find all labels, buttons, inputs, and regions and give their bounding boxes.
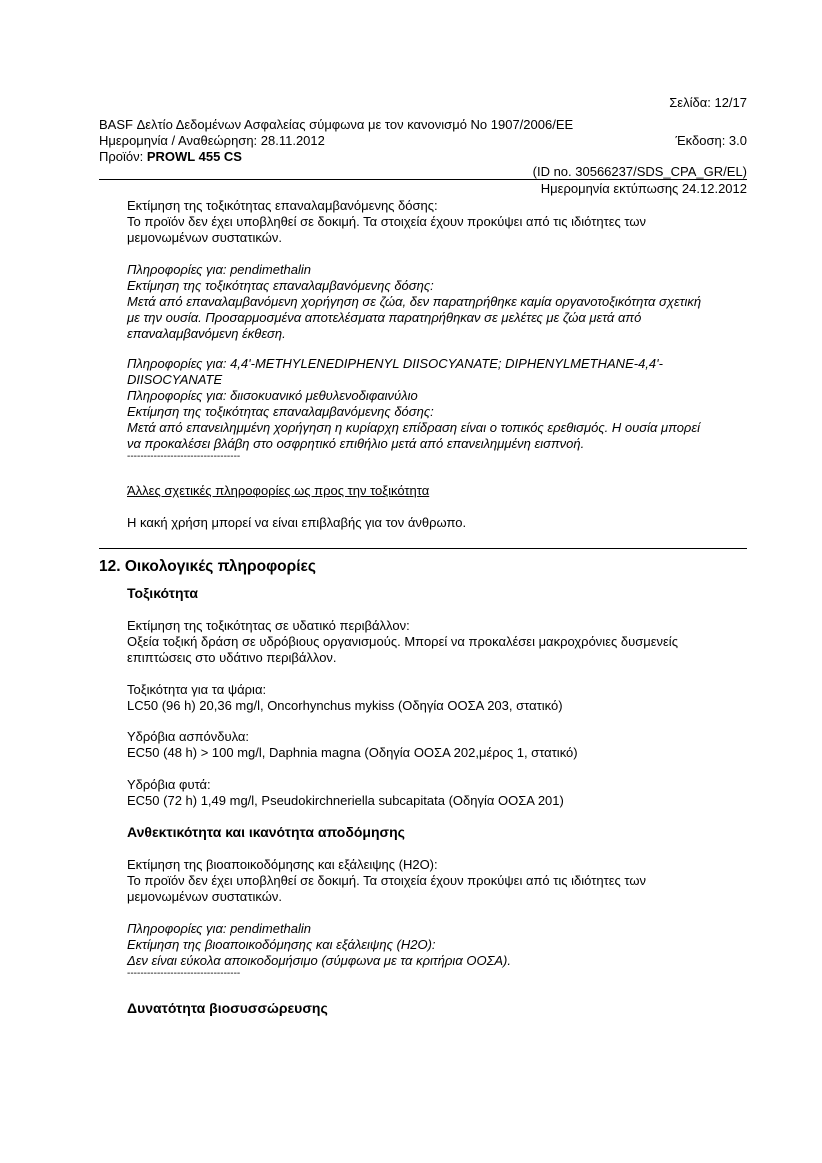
text-line: Πληροφορίες για: 4,4'-METHYLENEDIPHENYL DIISOCYANATE; DIPHENYLMETHANE-4,4'- bbox=[127, 356, 663, 371]
text-line: μεμονωμένων συστατικών. bbox=[127, 230, 282, 245]
mdi-repeated-dose bbox=[127, 356, 752, 452]
fish-value: LC50 (96 h) 20,36 mg/l, Oncorhynchus mykiss (Οδηγία ΟΟΣΑ 203, στατικό) bbox=[127, 698, 563, 713]
fish-label: Τοξικότητα για τα ψάρια: bbox=[127, 682, 267, 697]
plants-value: EC50 (72 h) 1,49 mg/l, Pseudokirchneriella subcapitata (Οδηγία ΟΟΣΑ 201) bbox=[127, 793, 564, 808]
text-line: μεμονωμένων συστατικών. bbox=[127, 889, 282, 904]
other-toxicity-text: Η κακή χρήση μπορεί να είναι επιβλαβής για τον άνθρωπο. bbox=[127, 515, 467, 530]
invertebrates-toxicity bbox=[127, 729, 752, 761]
text-line: Πληροφορίες για: pendimethalin bbox=[127, 262, 312, 277]
invertebrates-value: EC50 (48 h) > 100 mg/l, Daphnia magna (Οδηγία ΟΟΣΑ 202,μέρος 1, στατικό) bbox=[127, 745, 578, 760]
page-number: Σελίδα: 12/17 bbox=[669, 95, 747, 110]
text-line: Μετά από επανειλημμένη χορήγηση η κυρίαρχη επίδραση είναι ο τοπικός ερεθισμός. Η ουσία μπορεί bbox=[127, 420, 700, 435]
toxicity-heading: Τοξικότητα bbox=[127, 585, 198, 601]
text-line: Πληροφορίες για: pendimethalin bbox=[127, 921, 312, 936]
product-line bbox=[99, 149, 242, 165]
fish-toxicity bbox=[127, 682, 752, 714]
product-label: Προϊόν: bbox=[99, 149, 147, 164]
bioaccumulation-heading: Δυνατότητα βιοσυσσώρευσης bbox=[127, 1000, 328, 1016]
text-line: Εκτίμηση της βιοαποικοδόμησης και εξάλειψης (H2O): bbox=[127, 937, 436, 952]
text-line: Εκτίμηση της τοξικότητας επαναλαμβανόμενης δόσης: bbox=[127, 278, 434, 293]
separator-dashes: ---------------------------------- bbox=[127, 451, 241, 462]
plants-label: Υδρόβια φυτά: bbox=[127, 777, 211, 792]
pendimethalin-repeated-dose bbox=[127, 262, 752, 342]
text-line: επαναλαμβανόμενη έκθεση. bbox=[127, 326, 286, 341]
pendimethalin-biodegradation bbox=[127, 921, 752, 969]
document-id: (ID no. 30566237/SDS_CPA_GR/EL) bbox=[532, 164, 747, 179]
text-line: Εκτίμηση της τοξικότητας σε υδατικό περιβάλλον: bbox=[127, 618, 410, 633]
text-line: Εκτίμηση της βιοαποικοδόμησης και εξάλειψης (H2O): bbox=[127, 857, 438, 872]
invertebrates-label: Υδρόβια ασπόνδυλα: bbox=[127, 729, 250, 744]
separator-dashes: ---------------------------------- bbox=[127, 968, 241, 979]
biodegradation-assessment bbox=[127, 857, 752, 905]
text-line: Οξεία τοξική δράση σε υδρόβιους οργανισμούς. Μπορεί να προκαλέσει μακροχρόνιες δυσμενείς bbox=[127, 634, 678, 649]
text-line: Το προϊόν δεν έχει υποβληθεί σε δοκιμή. Τα στοιχεία έχουν προκύψει από τις ιδιότητες των bbox=[127, 873, 647, 888]
section-divider bbox=[99, 548, 747, 549]
plants-toxicity bbox=[127, 777, 752, 809]
degradability-heading: Ανθεκτικότητα και ικανότητα αποδόμησης bbox=[127, 824, 405, 840]
text-line: Μετά από επαναλαμβανόμενη χορήγηση σε ζώα, δεν παρατηρήθηκε καμία οργανοτοξικότητα σχετική bbox=[127, 294, 702, 309]
text-line: Εκτίμηση της τοξικότητας επαναλαμβανόμενης δόσης: bbox=[127, 404, 434, 419]
section-12-title: 12. Οικολογικές πληροφορίες bbox=[99, 558, 316, 575]
other-toxicity-heading: Άλλες σχετικές πληροφορίες ως προς την τοξικότητα bbox=[127, 483, 430, 498]
document-title: BASF Δελτίο Δεδομένων Ασφαλείας σύμφωνα με τον κανονισμό Νο 1907/2006/ΕΕ bbox=[99, 117, 574, 132]
text-line: Πληροφορίες για: διισοκυανικό μεθυλενοδιφαινύλιο bbox=[127, 388, 418, 403]
text-line: επιπτώσεις στο υδάτινο περιβάλλον. bbox=[127, 650, 337, 665]
product-name: PROWL 455 CS bbox=[146, 149, 242, 164]
repeated-dose-assessment bbox=[127, 198, 752, 246]
text-line: DIISOCYANATE bbox=[127, 372, 223, 387]
text-line: να προκαλέσει βλάβη στο οσφρητικό επιθήλιο μετά από επανειλημμένη εισπνοή. bbox=[127, 436, 585, 451]
text-line: με την ουσία. Προσαρμοσμένα αποτελέσματα παρατηρήθηκαν σε μελέτες με ζώα μετά από bbox=[127, 310, 642, 325]
text-line: Εκτίμηση της τοξικότητας επαναλαμβανόμενης δόσης: bbox=[127, 198, 438, 213]
aquatic-toxicity-assessment bbox=[127, 618, 752, 666]
version: Έκδοση: 3.0 bbox=[675, 133, 747, 148]
revision-date: Ημερομηνία / Αναθεώρηση: 28.11.2012 bbox=[99, 133, 325, 148]
text-line: Δεν είναι εύκολα αποικοδομήσιμο (σύμφωνα με τα κριτήρια ΟΟΣΑ). bbox=[127, 953, 511, 968]
header-divider bbox=[99, 179, 747, 180]
text-line: Το προϊόν δεν έχει υποβληθεί σε δοκιμή. Τα στοιχεία έχουν προκύψει από τις ιδιότητες των bbox=[127, 214, 647, 229]
print-date: Ημερομηνία εκτύπωσης 24.12.2012 bbox=[540, 181, 747, 196]
